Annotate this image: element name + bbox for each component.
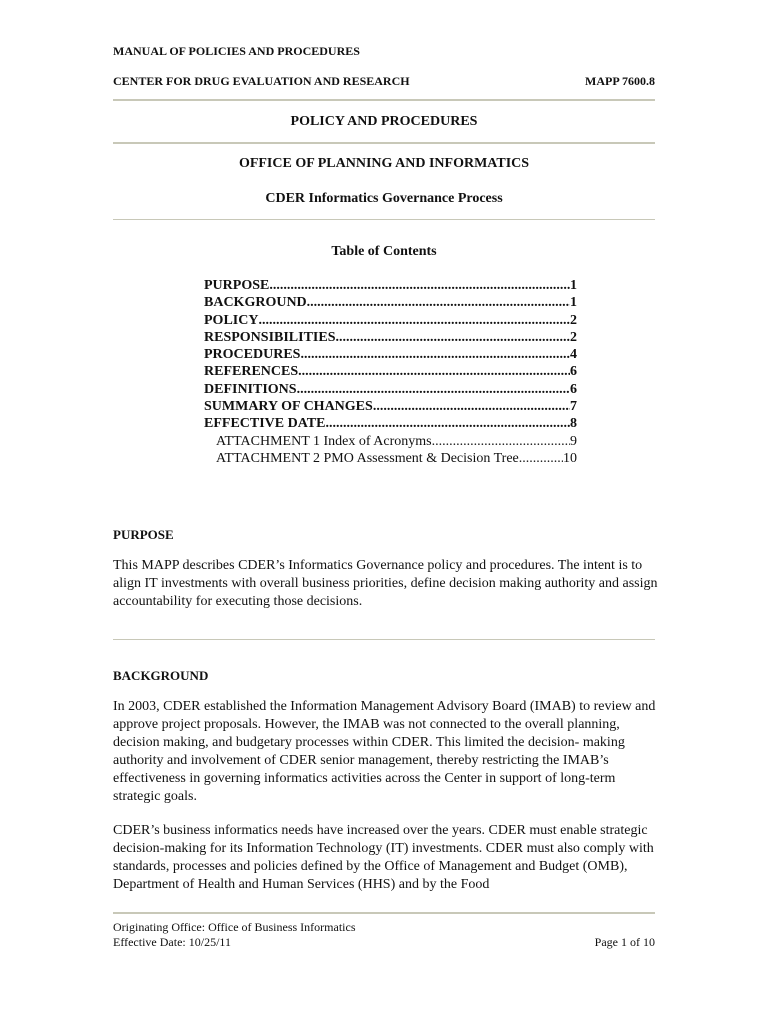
divider bbox=[113, 912, 655, 914]
originating-office: Originating Office: Office of Business Informatics bbox=[113, 920, 356, 934]
center-name: CENTER FOR DRUG EVALUATION AND RESEARCH bbox=[113, 74, 410, 88]
toc-entry[interactable]: PURPOSE ..... 1 bbox=[204, 277, 577, 294]
toc-entry[interactable]: ATTACHMENT 1 Index of Acronyms ..... 9 bbox=[204, 433, 577, 450]
divider bbox=[113, 639, 655, 640]
toc-heading: Table of Contents bbox=[331, 244, 437, 259]
background-paragraph: CDER’s business informatics needs have increased over the years. CDER must enable strategic decision-making for its Information Technology (IT) investments. CDER must also comply with standards, processes and policies defined by the Office of Management and Budget (OMB), Department of Health and Human Services (HHS) and by the Food bbox=[113, 823, 654, 892]
toc-entry[interactable]: RESPONSIBILITIES ..... 2 bbox=[204, 329, 577, 346]
toc-entry[interactable]: REFERENCES ..... 6 bbox=[204, 363, 577, 380]
background-paragraph: In 2003, CDER established the Information Management Advisory Board (IMAB) to review and approve project proposals. However, the IMAB was not connected to the overall planning, decision making, and budgetary processes within CDER. This limited the decision- making authority and involvement of CDER senior management, thereby restricting the IMAB’s effectiveness in governing informatics activities across the Center in support of long-term strategic goals. bbox=[113, 699, 656, 804]
subject-title: CDER Informatics Governance Process bbox=[265, 191, 503, 206]
divider bbox=[113, 142, 655, 144]
page-number: Page 1 of 10 bbox=[594, 935, 655, 949]
toc-entry[interactable]: POLICY ..... 2 bbox=[204, 312, 577, 329]
purpose-paragraph: This MAPP describes CDER’s Informatics Governance policy and procedures. The intent is to align IT investments with overall business priorities, define decision making authority and assign accountability for executing those decisions. bbox=[113, 558, 658, 609]
policy-title: POLICY AND PROCEDURES bbox=[290, 114, 478, 129]
effective-date: Effective Date: 10/25/11 bbox=[113, 935, 231, 949]
toc-entry[interactable]: PROCEDURES ..... 4 bbox=[204, 346, 577, 363]
toc-entry[interactable]: ATTACHMENT 2 PMO Assessment & Decision Tree ..... 10 bbox=[204, 450, 577, 467]
mapp-number: MAPP 7600.8 bbox=[585, 74, 655, 88]
toc-entry[interactable]: EFFECTIVE DATE ..... 8 bbox=[204, 415, 577, 432]
toc-entry[interactable]: SUMMARY OF CHANGES ..... 7 bbox=[204, 398, 577, 415]
manual-title: MANUAL OF POLICIES AND PROCEDURES bbox=[113, 44, 360, 58]
purpose-heading: PURPOSE bbox=[113, 527, 174, 542]
toc-entry[interactable]: BACKGROUND ..... 1 bbox=[204, 294, 577, 311]
background-heading: BACKGROUND bbox=[113, 668, 209, 683]
divider bbox=[113, 219, 655, 220]
office-title: OFFICE OF PLANNING AND INFORMATICS bbox=[238, 156, 530, 171]
table-of-contents bbox=[204, 277, 577, 467]
toc-entry[interactable]: DEFINITIONS ..... 6 bbox=[204, 381, 577, 398]
divider bbox=[113, 99, 655, 101]
